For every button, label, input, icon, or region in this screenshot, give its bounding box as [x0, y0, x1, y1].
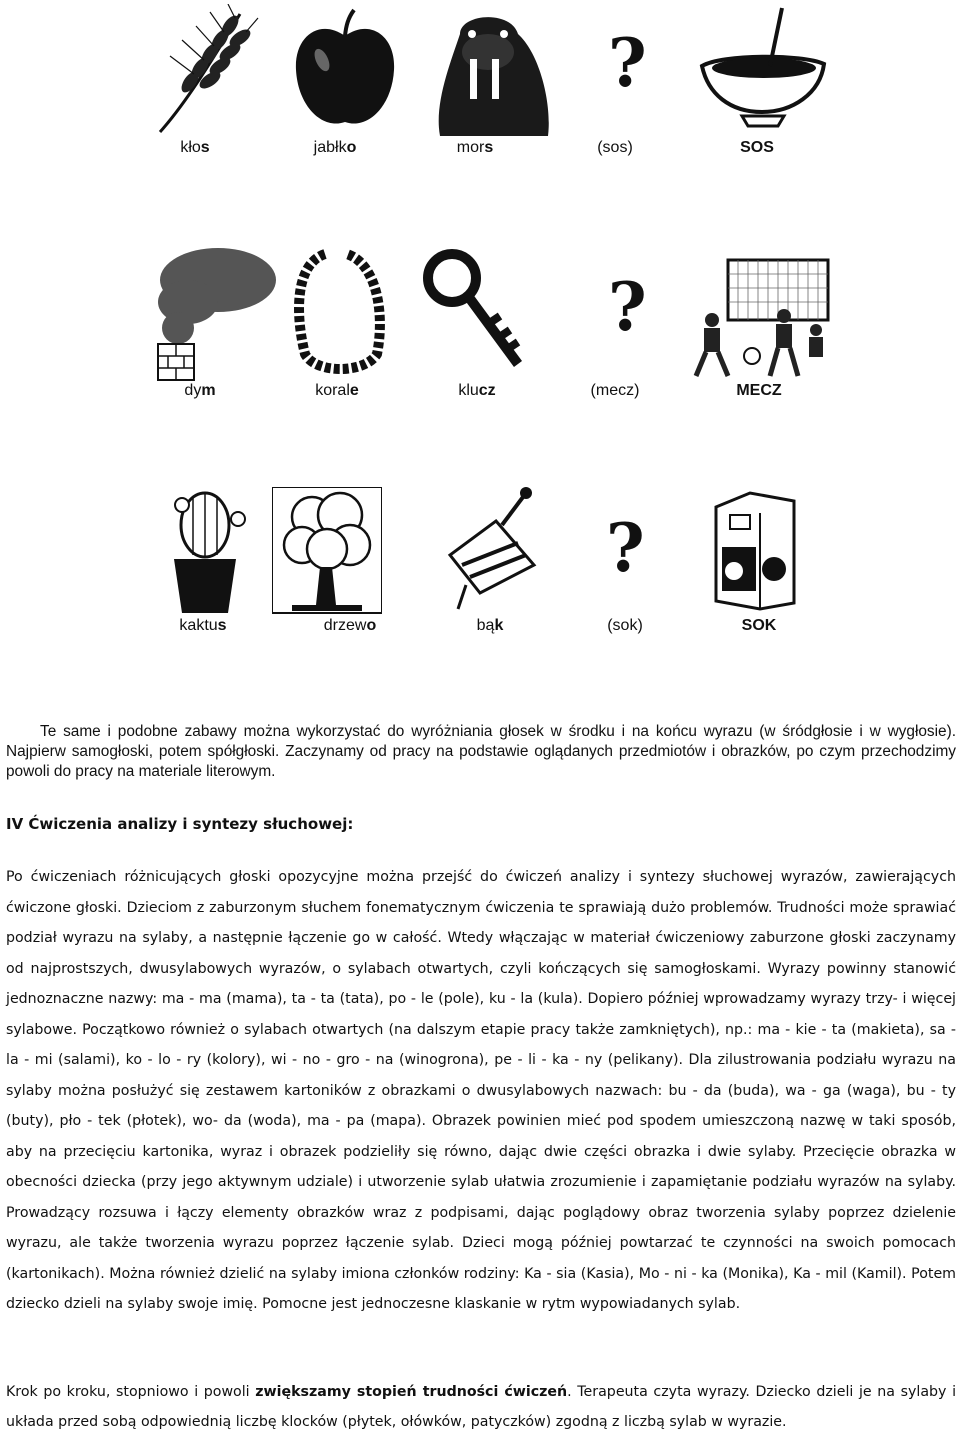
section-heading: IV Ćwiczenia analizy i syntezy słuchowej:	[6, 815, 354, 833]
closing-paragraph: Krok po kroku, stopniowo i powoli zwiększamy stopień trudności ćwiczeń. Terapeuta czyta wyrazy. Dziecko dzieli je na sylaby i układa przed sobą odpowiednią liczbę klocków (płytek, ołówków, patyczków) zgodną z liczbą sylab w wyrazie.	[6, 1384, 957, 1430]
question-mark-icon: ?	[608, 24, 647, 102]
spinning-top-icon	[440, 485, 540, 615]
caption-3-5: SOK	[741, 617, 777, 634]
caption-3-3: bąk	[476, 617, 504, 634]
caption-3-2: drzewo	[323, 617, 377, 634]
caption-2-1: dym	[184, 382, 216, 399]
chimney-smoke-icon	[148, 240, 278, 382]
question-mark-icon: ?	[608, 268, 647, 346]
juice-carton-icon	[710, 491, 800, 611]
question-mark-icon: ?	[606, 509, 645, 587]
beads-necklace-icon	[285, 244, 395, 379]
wheat-ear-icon	[140, 4, 260, 134]
tree-icon	[272, 487, 382, 615]
cactus-icon	[160, 485, 255, 615]
caption-2-4: (mecz)	[590, 382, 640, 399]
caption-1-5: SOS	[740, 139, 774, 156]
caption-3-1: kaktus	[179, 617, 227, 634]
picture-row-3	[0, 485, 960, 615]
picture-row-2	[0, 240, 960, 390]
caption-2-5: MECZ	[736, 382, 782, 399]
body-paragraph: Po ćwiczeniach różnicujących głoski opozycyjne można przejść do ćwiczeń analizy i syntezy słuchowej wyrazów, zawierających ćwiczone głoski. Dzieciom z zaburzonym słuchem fonematycznym ćwiczenia te sprawiają dużo problemów. Trudności może sprawiać podział wyrazu na sylaby, a następnie łączenie go w całość. Wtedy włączając w materiał ćwiczeniowy zaburzone głoski zaczynamy od najprostszych, dwusylabowych wyrazów, o sylabach otwartych, czyli kończących się samogłoskami. Wyrazy powinny stanowić jednoznaczne nazwy: ma - ma (mama), ta - ta (tata), po - le (pole), ku - la (kula). Dopiero później wprowadzamy wyrazy trzy- i więcej sylabowe. Początkowo również o sylabach otwartych (na dalszym etapie pracy także zamkniętych), np.: ma - kie - ta (makieta), sa - la - mi (salami), ko - lo - ry (kolory), wi - no - gro - na (winogrona), pe - li - ka - ny (pelikany). Dla zilustrowania podziału wyrazu na sylaby można posłużyć się zestawem kartoników z obrazkami o dwusylabowych nazwach: bu - da (buda), wa - ga (waga), bu - ty (buty), pło - tek (płotek), wo- da (woda), ma - pa (mapa). Obrazek powinien mieć pod spodem umieszczoną nazwę w taki sposób, aby na przecięciu kartonika, wyraz i obrazek podzieliły się równo, dając dwie części obrazka i dwie sylaby. Przecięcie obrazka w obecności dziecka (przy jego aktywnym udziale) i utworzenie sylab ułatwia zrozumienie i zapamiętanie podziału wyrazów na sylaby. Prowadzący rozsuwa i łączy elementy obrazków wraz z podpisami, dając poglądowy obraz tworzenia sylaby poprzez dzielenie wyrazu, ale także tworzenia wyrazu poprzez łączenie sylab. Dzieci mogą później powtarzać te czynności na swoich pomocach (kartonikach). Można również dzielić na sylaby imiona członków rodziny: Ka - sia (Kasia), Mo - ni - ka (Monika), Ka - mil (Kamil). Potem dziecko dzieli na sylaby swoje imię. Pomocne jest jednoczesne klaskanie w rytm wypowiadanych sylab.	[6, 869, 956, 1312]
caption-1-2: jabłko	[313, 139, 357, 156]
caption-3-4: (sok)	[607, 617, 643, 634]
walrus-icon	[430, 4, 555, 139]
caption-1-4: (sos)	[597, 139, 633, 156]
sauce-boat-icon	[692, 4, 832, 134]
apple-icon	[290, 8, 400, 133]
intro-paragraph: Te same i podobne zabawy można wykorzystać do wyróżniania głosek w środku i na końcu wyrazu (w śródgłosie i w wygłosie). Najpierw samogłoski, potem spółgłoski. Zaczynamy od pracy na podstawie oglądanych przedmiotów i obrazków, po czym przechodzimy powoli do pracy na materiale literowym.	[6, 723, 956, 780]
caption-2-2: korale	[315, 382, 359, 399]
football-match-icon	[688, 258, 830, 380]
key-icon	[420, 246, 530, 376]
caption-2-3: klucz	[458, 382, 496, 399]
caption-1-3: mors	[456, 139, 494, 156]
caption-1-1: kłos	[180, 139, 210, 156]
